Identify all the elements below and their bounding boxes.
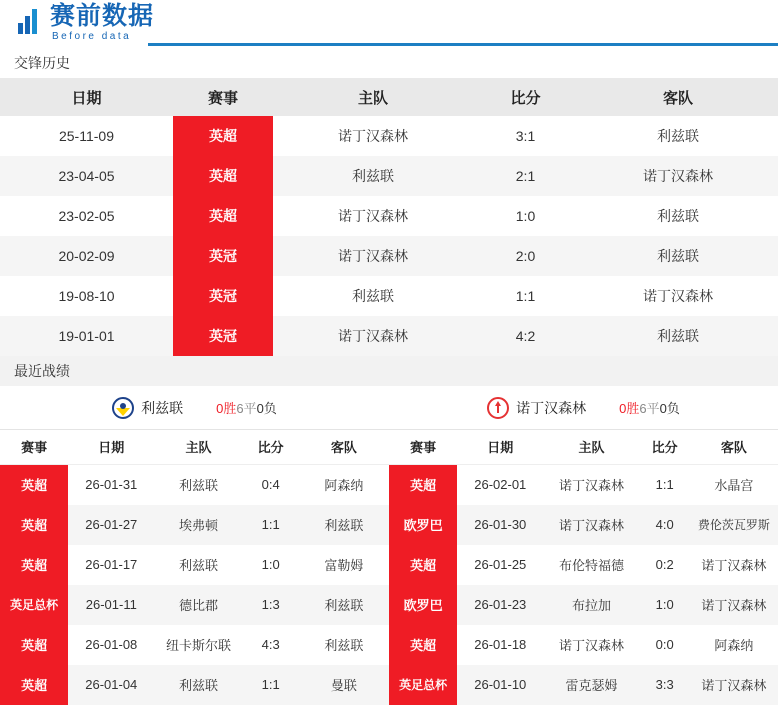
table-row[interactable] [0,625,389,665]
table-row[interactable] [0,665,389,705]
recent-date: 26-02-01 [474,477,527,492]
recent-home: 诺丁汉森林 [559,478,625,493]
table-row[interactable] [389,545,778,585]
recent-col-away: 客队 [690,430,778,464]
h2h-score: 1:0 [515,208,536,224]
h2h-home: 诺丁汉森林 [338,208,408,224]
recent-table-home [0,430,389,705]
recent-home: 雷克瑟姆 [565,678,618,693]
nottingham-forest-crest-icon [487,397,509,419]
recent-table-away [389,430,778,705]
recent-col-comp: 赛事 [0,430,68,464]
recent-date: 26-01-17 [85,557,138,572]
h2h-date: 25-11-09 [58,128,114,144]
table-row[interactable] [389,665,778,705]
team-name: 利兹联 [141,399,184,416]
competition-badge: 英超 [173,116,273,156]
team-header [389,386,778,430]
recent-header-row [389,430,778,464]
recent-comp-cell [389,505,457,545]
h2h-date: 19-01-01 [58,328,115,344]
table-row[interactable] [0,545,389,585]
recent-score: 3:3 [655,677,674,692]
h2h-col-date: 日期 [0,78,173,116]
recent-col-home: 主队 [154,430,242,464]
h2h-comp-cell [173,236,273,276]
brand-name-cn: 赛前数据 [50,2,155,30]
recent-home: 诺丁汉森林 [559,518,625,533]
competition-badge: 英超 [0,545,68,585]
h2h-col-score: 比分 [473,78,578,116]
h2h-away: 利兹联 [657,328,699,344]
h2h-score: 1:1 [515,288,536,304]
team-losses: 0负 [256,401,277,416]
recent-away: 阿森纳 [324,478,364,493]
competition-badge: 英超 [0,505,68,545]
h2h-header-row [0,78,778,116]
recent-comp-cell [0,625,68,665]
table-row[interactable] [0,276,778,316]
recent-home: 利兹联 [178,478,218,493]
recent-date: 26-01-08 [85,637,138,652]
competition-badge: 英冠 [173,316,273,356]
recent-comp-cell [389,585,457,625]
table-row[interactable] [0,196,778,236]
h2h-date: 23-04-05 [58,168,115,184]
recent-date: 26-01-25 [474,557,527,572]
h2h-home: 诺丁汉森林 [338,128,408,144]
table-row[interactable] [389,464,778,505]
competition-badge: 英足总杯 [0,585,68,625]
h2h-comp-cell [173,116,273,156]
h2h-comp-cell [173,156,273,196]
recent-away: 阿森纳 [714,638,754,653]
recent-score: 1:1 [261,677,280,692]
recent-home: 利兹联 [178,558,218,573]
team-wins: 0胜 [619,401,640,416]
h2h-table [0,78,778,356]
recent-comp-cell [389,464,457,505]
recent-date: 26-01-30 [474,517,527,532]
h2h-home: 利兹联 [352,168,394,184]
team-draws: 6平 [236,401,257,416]
recent-away: 费伦茨瓦罗斯 [697,518,770,532]
recent-date: 26-01-18 [474,637,527,652]
h2h-section-title: 交锋历史 [0,48,778,78]
recent-col-date: 日期 [68,430,154,464]
table-row[interactable] [389,505,778,545]
h2h-away: 利兹联 [657,208,699,224]
recent-score: 1:1 [655,477,674,492]
table-row[interactable] [0,585,389,625]
table-row[interactable] [389,625,778,665]
recent-away: 富勒姆 [324,558,364,573]
recent-form-panels [0,386,778,705]
recent-comp-cell [389,625,457,665]
h2h-home: 利兹联 [352,288,394,304]
recent-away: 诺丁汉森林 [701,558,767,573]
header-rule [148,43,778,46]
recent-score: 1:1 [261,517,280,532]
competition-badge: 英超 [0,665,68,705]
competition-badge: 英超 [0,625,68,665]
competition-badge: 英超 [0,465,68,505]
competition-badge: 英超 [389,465,457,505]
table-row[interactable] [0,116,778,156]
h2h-score: 2:1 [515,168,536,184]
competition-badge: 英冠 [173,236,273,276]
recent-home: 布拉加 [572,598,612,613]
recent-score: 0:4 [261,477,280,492]
recent-away: 诺丁汉森林 [701,598,767,613]
recent-home: 诺丁汉森林 [559,638,625,653]
team-form-summary [619,398,680,417]
recent-away: 水晶宫 [714,478,754,493]
recent-comp-cell [389,545,457,585]
recent-date: 26-01-04 [85,677,138,692]
h2h-date: 19-08-10 [58,288,115,304]
competition-badge: 欧罗巴 [389,505,457,545]
recent-score: 1:0 [655,597,674,612]
recent-date: 26-01-10 [474,677,527,692]
competition-badge: 英超 [389,625,457,665]
table-row[interactable] [0,316,778,356]
team-name: 诺丁汉森林 [516,399,587,416]
brand-name-en: Before data [52,31,132,42]
team-draws: 6平 [639,401,660,416]
recent-section-title: 最近战绩 [0,356,778,386]
recent-away: 利兹联 [324,518,364,533]
recent-col-comp: 赛事 [389,430,457,464]
brand-text [50,4,154,42]
recent-col-date: 日期 [457,430,543,464]
recent-home: 埃弗顿 [178,518,218,533]
recent-score: 4:3 [261,637,280,652]
team-wins: 0胜 [216,401,237,416]
h2h-away: 诺丁汉森林 [643,168,713,184]
h2h-score: 3:1 [515,128,536,144]
h2h-date: 20-02-09 [58,248,115,264]
recent-header-row [0,430,389,464]
recent-score: 1:3 [261,597,280,612]
recent-away: 曼联 [330,678,357,693]
recent-comp-cell [0,505,68,545]
h2h-home: 诺丁汉森林 [338,248,408,264]
recent-col-home: 主队 [543,430,639,464]
table-row[interactable] [0,464,389,505]
competition-badge: 欧罗巴 [389,585,457,625]
recent-date: 26-01-11 [85,597,137,612]
recent-comp-cell [0,545,68,585]
recent-comp-cell [0,585,68,625]
competition-badge: 英超 [389,545,457,585]
leeds-united-crest-icon [112,397,134,419]
competition-badge: 英超 [173,196,273,236]
recent-away: 利兹联 [324,638,364,653]
h2h-col-home: 主队 [273,78,473,116]
recent-panel-home-team [0,386,389,705]
recent-comp-cell [389,665,457,705]
h2h-col-comp: 赛事 [173,78,273,116]
h2h-comp-cell [173,196,273,236]
recent-score: 0:2 [655,557,674,572]
team-losses: 0负 [659,401,680,416]
table-row[interactable] [0,236,778,276]
recent-col-score: 比分 [640,430,690,464]
recent-col-away: 客队 [299,430,389,464]
recent-home: 纽卡斯尔联 [165,638,231,653]
team-form-summary [216,398,277,417]
recent-home: 德比郡 [178,598,218,613]
recent-col-score: 比分 [243,430,299,464]
h2h-col-away: 客队 [578,78,778,116]
h2h-date: 23-02-05 [58,208,115,224]
competition-badge: 英足总杯 [389,665,457,705]
table-row[interactable] [0,156,778,196]
recent-comp-cell [0,464,68,505]
h2h-away: 诺丁汉森林 [643,288,713,304]
h2h-comp-cell [173,276,273,316]
recent-date: 26-01-27 [85,517,138,532]
recent-panel-away-team [389,386,778,705]
recent-away: 利兹联 [324,598,364,613]
recent-home: 布伦特福德 [559,558,625,573]
recent-score: 1:0 [261,557,280,572]
bar-chart-icon [18,8,44,34]
table-row[interactable] [0,505,389,545]
h2h-home: 诺丁汉森林 [338,328,408,344]
h2h-away: 利兹联 [657,128,699,144]
recent-comp-cell [0,665,68,705]
recent-away: 诺丁汉森林 [701,678,767,693]
competition-badge: 英冠 [173,276,273,316]
team-header [0,386,389,430]
recent-home: 利兹联 [178,678,218,693]
h2h-score: 4:2 [515,328,536,344]
h2h-score: 2:0 [515,248,536,264]
recent-score: 4:0 [655,517,674,532]
recent-date: 26-01-31 [85,477,138,492]
site-header [0,0,778,48]
recent-score: 0:0 [655,637,674,652]
competition-badge: 英超 [173,156,273,196]
h2h-comp-cell [173,316,273,356]
table-row[interactable] [389,585,778,625]
recent-date: 26-01-23 [474,597,527,612]
h2h-away: 利兹联 [657,248,699,264]
